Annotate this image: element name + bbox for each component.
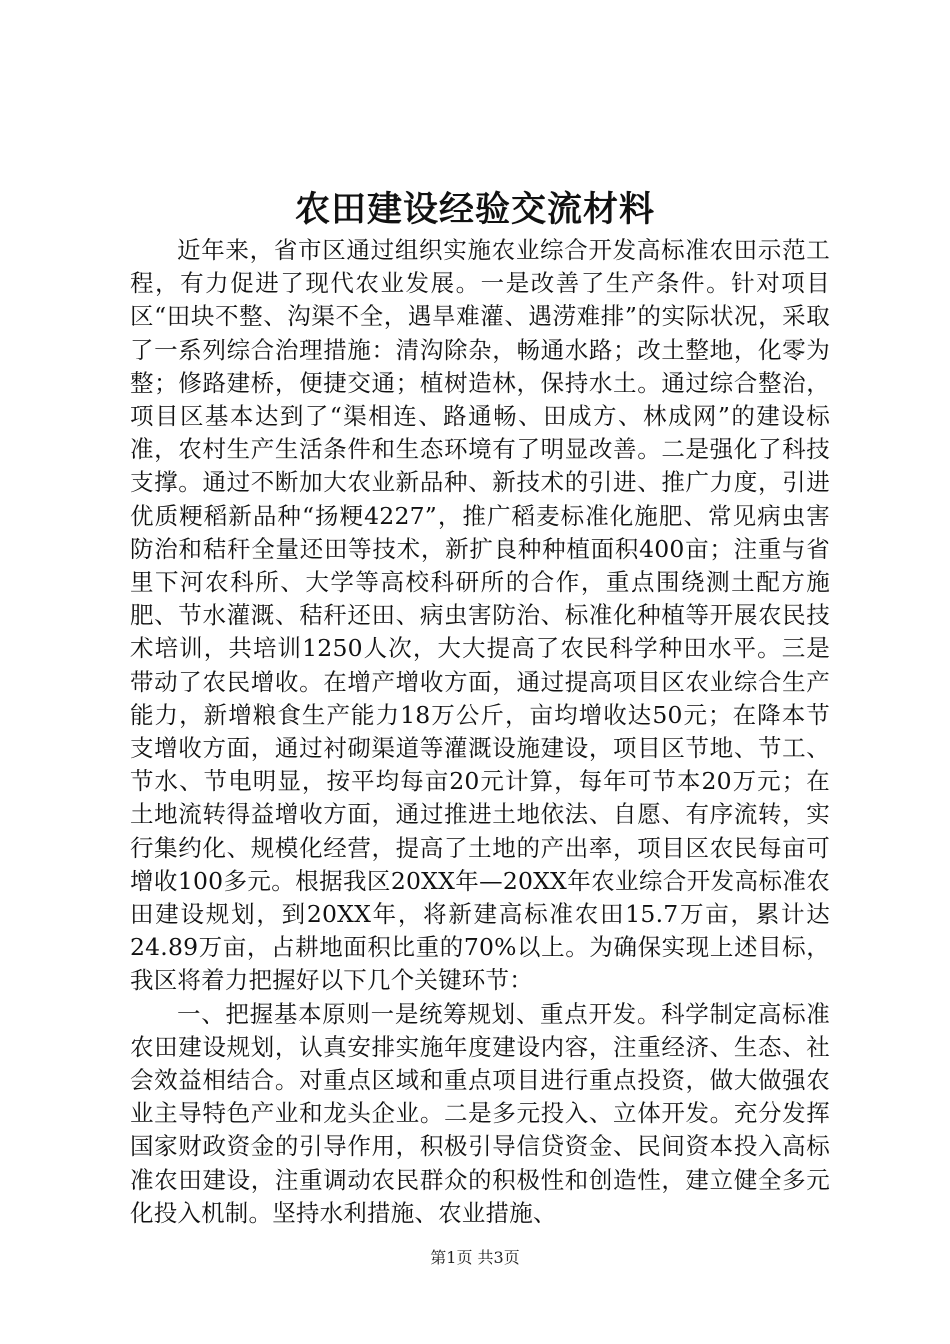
- document-body: [130, 234, 830, 1230]
- document-title: 农田建设经验交流材料: [294, 189, 655, 230]
- page-number-footer: 第1页 共3页: [430, 1248, 520, 1267]
- paragraph-principles: 一、把握基本原则一是统筹规划、重点开发。科学制定高标准农田建设规划，认真安排实施年度建设内容，注重经济、生态、社会效益相结合。对重点区域和重点项目进行重点投资，做大做强农业主导特色产业和龙头企业。二是多元投入、立体开发。充分发挥国家财政资金的引导作用，积极引导信贷资金、民间资本投入高标准农田建设，注重调动农民群众的积极性和创造性，建立健全多元化投入机制。坚持水利措施、农业措施、: [130, 999, 830, 1227]
- paragraph-intro: 近年来，省市区通过组织实施农业综合开发高标准农田示范工程，有力促进了现代农业发展。一是改善了生产条件。针对项目区“田块不整、沟渠不全，遇旱难灌、遇涝难排”的实际状况，采取了一系列综合治理措施：清沟除杂，畅通水路；改土整地，化零为整；修路建桥，便捷交通；植树造林，保持水土。通过综合整治，项目区基本达到了“渠相连、路通畅、田成方、林成网”的建设标准，农村生产生活条件和生态环境有了明显改善。二是强化了科技支撑。通过不断加大农业新品种、新技术的引进、推广力度，引进优质粳稻新品种“扬粳4227”，推广稻麦标准化施肥、常见病虫害防治和秸秆全量还田等技术，新扩良种种植面积400亩；注重与省里下河农科所、大学等高校科研所的合作，重点围绕测土配方施肥、节水灌溉、秸秆还田、病虫害防治、标准化种植等开展农民技术培训，共培训1250人次，大大提高了农民科学种田水平。三是带动了农民增收。在增产增收方面，通过提高项目区农业综合生产能力，新增粮食生产能力18万公斤，亩均增收达50元；在降本节支增收方面，通过衬砌渠道等灌溉设施建设，项目区节地、节工、节水、节电明显，按平均每亩20元计算，每年可节本20万元；在土地流转得益增收方面，通过推进土地依法、自愿、有序流转，实行集约化、规模化经营，提高了土地的产出率，项目区农民每亩可增收100多元。根据我区20XX年—20XX年农业综合开发高标准农田建设规划，到20XX年，将新建高标准农田15.7万亩，累计达24.89万亩，占耕地面积比重的70%以上。为确保实现上述目标，我区将着力把握好以下几个关键环节：: [130, 236, 830, 995]
